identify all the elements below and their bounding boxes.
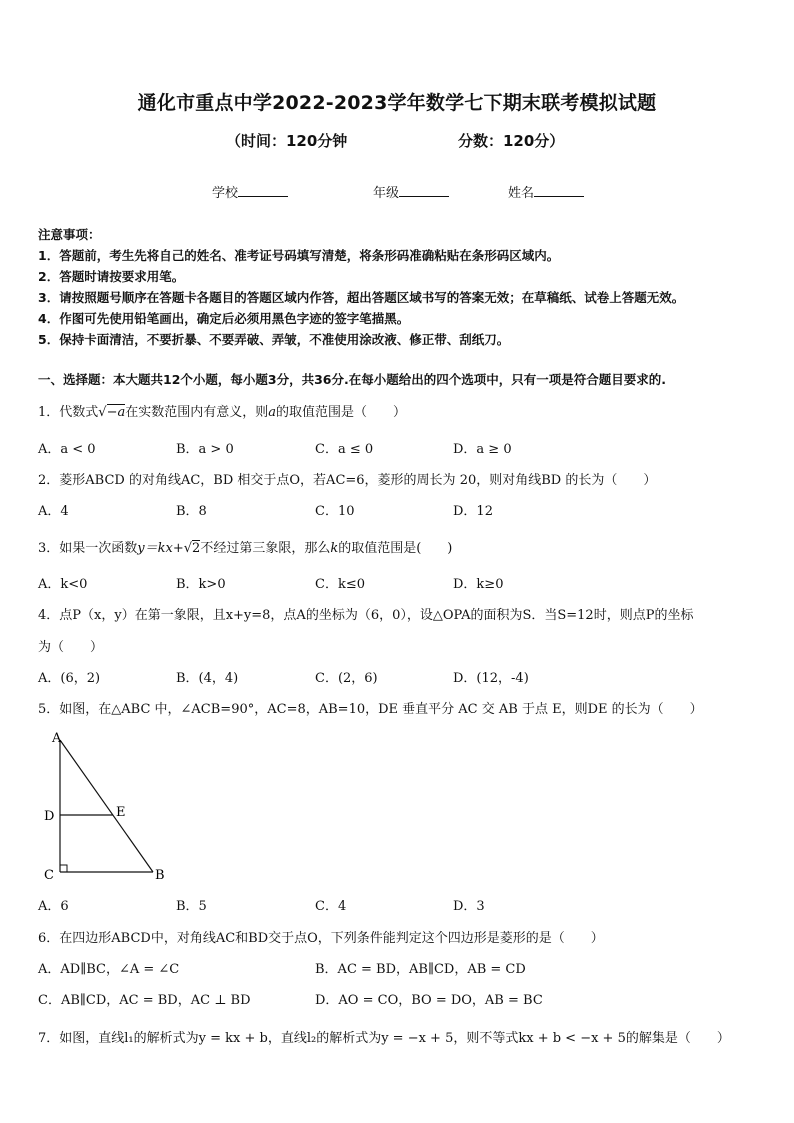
note-item: 4．作图可先使用铅笔画出，确定后必须用黑色字迹的签字笔描黑。 <box>38 311 410 326</box>
q3-option-a[interactable]: A．k<0 <box>38 577 88 592</box>
q4-option-d[interactable]: D．(12，-4) <box>453 671 529 686</box>
school-label: 学校 <box>212 186 239 201</box>
q4-option-a[interactable]: A．(6，2) <box>38 671 101 686</box>
q4-option-c[interactable]: C．(2，6) <box>315 671 378 686</box>
exam-score: 分数：120分） <box>458 132 565 150</box>
label-a: A <box>52 731 62 746</box>
sqrt-expression: √2 <box>183 541 201 556</box>
name-field <box>508 182 584 201</box>
q5-option-d[interactable]: D．3 <box>453 899 485 914</box>
section-heading: 一、选择题：本大题共12个小题，每小题3分，共36分.在每小题给出的四个选项中，只有一项是符合题目要求的. <box>38 372 666 387</box>
q5-option-b[interactable]: B．5 <box>176 899 207 914</box>
question-6: 6．在四边形ABCD中，对角线AC和BD交于点O，下列条件能判定这个四边形是菱形的是（ ） <box>38 931 604 946</box>
label-d: D <box>44 809 55 824</box>
q2-option-d[interactable]: D．12 <box>453 504 493 519</box>
q4-option-b[interactable]: B．(4，4) <box>176 671 239 686</box>
q1-option-d[interactable]: D．a ≥ 0 <box>453 442 512 457</box>
q1-option-c[interactable]: C．a ≤ 0 <box>315 442 374 457</box>
q5-option-a[interactable]: A．6 <box>38 899 69 914</box>
school-field <box>212 182 288 201</box>
question-2: 2．菱形ABCD 的对角线AC，BD 相交于点O，若AC=6，菱形的周长为 20，则对角线BD 的长为（ ） <box>38 473 657 488</box>
note-item: 2．答题时请按要求用笔。 <box>38 269 185 284</box>
q6-option-a[interactable]: A．AD∥BC，∠A = ∠C <box>38 962 180 977</box>
label-b: B <box>155 868 165 883</box>
right-angle-mark <box>60 865 67 872</box>
side-ab <box>60 740 153 872</box>
label-e: E <box>116 805 126 820</box>
note-item: 1．答题前，考生先将自己的姓名、准考证号码填写清楚，将条形码准确粘贴在条形码区域内。 <box>38 248 560 263</box>
question-7: 7．如图，直线l₁的解析式为y = kx + b，直线l₂的解析式为y = −x + 5，则不等式kx + b < −x + 5的解集是（ ） <box>38 1031 730 1046</box>
q6-option-c[interactable]: C．AB∥CD，AC = BD，AC ⊥ BD <box>38 993 251 1008</box>
question-4-line2: 为（ ） <box>38 640 104 655</box>
question-5: 5．如图，在△ABC 中，∠ACB=90°，AC=8，AB=10，DE 垂直平分 AC 交 AB 于点 E，则DE 的长为（ ） <box>38 702 703 717</box>
q5-option-c[interactable]: C．4 <box>315 899 347 914</box>
question-4-line1: 4．点P（x，y）在第一象限，且x+y=8，点A的坐标为（6，0），设△OPA的面积为S．当S=12时，则点P的坐标 <box>38 608 694 623</box>
question-1: 1．代数式√−a在实数范围内有意义，则a的取值范围是（ ） <box>38 405 407 420</box>
triangle-figure <box>40 728 180 884</box>
school-blank <box>238 184 288 197</box>
q1-option-b[interactable]: B．a > 0 <box>176 442 234 457</box>
q3-option-d[interactable]: D．k≥0 <box>453 577 504 592</box>
q2-option-a[interactable]: A．4 <box>38 504 69 519</box>
exam-time: （时间：120分钟 <box>226 132 348 150</box>
name-label: 姓名 <box>508 186 535 201</box>
name-blank <box>534 184 584 197</box>
q2-option-c[interactable]: C．10 <box>315 504 355 519</box>
q6-option-d[interactable]: D．AO = CO，BO = DO，AB = BC <box>315 993 543 1008</box>
grade-label: 年级 <box>373 186 400 201</box>
label-c: C <box>44 868 54 883</box>
note-item: 3．请按照题号顺序在答题卡各题目的答题区域内作答，超出答题区域书写的答案无效；在草稿纸、试卷上答题无效。 <box>38 290 685 305</box>
question-3: 3．如果一次函数y＝kx+√2不经过第三象限，那么k的取值范围是( ) <box>38 541 453 556</box>
grade-blank <box>399 184 449 197</box>
q6-option-b[interactable]: B．AC = BD，AB∥CD，AB = CD <box>315 962 526 977</box>
grade-field <box>373 182 449 201</box>
q3-option-c[interactable]: C．k≤0 <box>315 577 365 592</box>
q3-option-b[interactable]: B．k>0 <box>176 577 226 592</box>
notes-heading: 注意事项： <box>38 227 101 242</box>
note-item: 5．保持卡面清洁，不要折暴、不要弄破、弄皱，不准使用涂改液、修正带、刮纸刀。 <box>38 332 510 347</box>
q1-option-a[interactable]: A．a < 0 <box>38 442 96 457</box>
q2-option-b[interactable]: B．8 <box>176 504 207 519</box>
page-title: 通化市重点中学2022-2023学年数学七下期末联考模拟试题 <box>137 92 657 114</box>
sqrt-expression: √−a <box>98 405 126 420</box>
